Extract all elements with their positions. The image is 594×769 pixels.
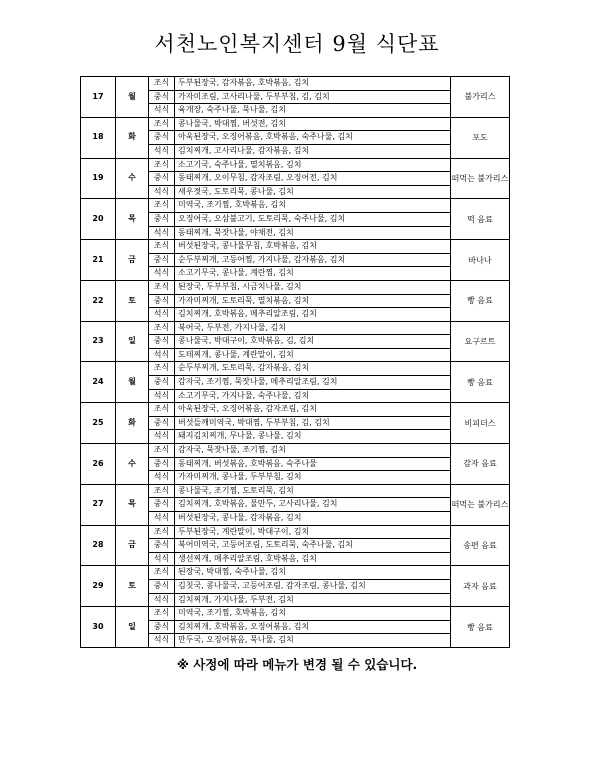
weekday: 수: [116, 444, 149, 485]
page-title: 서천노인복지센터 9월 식단표: [154, 32, 440, 56]
meal-label: 조식: [149, 403, 175, 417]
meal-items: 소고기무국, 가지나물, 숙주나물, 김치: [175, 389, 451, 403]
day-number: 19: [81, 158, 116, 199]
meal-items: 미역국, 조기찜, 호박볶음, 김치: [175, 199, 451, 213]
table-row: [81, 444, 510, 458]
day-number: 28: [81, 525, 116, 566]
meal-items: 북어국, 두부전, 가지나물, 김치: [175, 321, 451, 335]
weekday: 토: [116, 280, 149, 321]
table-row: [81, 158, 510, 172]
snack-item: 과자 음료: [451, 566, 510, 607]
meal-plan-body: [81, 77, 510, 648]
meal-items: 순두부찌개, 고등어찜, 가지나물, 감자볶음, 김치: [175, 253, 451, 267]
meal-label: 중식: [149, 416, 175, 430]
meal-label: 석식: [149, 430, 175, 444]
meal-plan-table: [80, 76, 510, 648]
meal-label: 석식: [149, 308, 175, 322]
meal-label: 석식: [149, 389, 175, 403]
meal-items: 가자미찌개, 콩나물, 두부부침, 김치: [175, 471, 451, 485]
meal-items: 콩나물국, 조기찜, 도토리묵, 김치: [175, 484, 451, 498]
meal-items: 김칫국, 콩나물국, 고등어조림, 감자조림, 콩나물, 김치: [175, 579, 451, 593]
day-number: 18: [81, 117, 116, 158]
meal-label: 석식: [149, 185, 175, 199]
meal-items: 김치찌개, 호박볶음, 메추리알조림, 김치: [175, 308, 451, 322]
weekday: 수: [116, 158, 149, 199]
weekday: 화: [116, 403, 149, 444]
meal-label: 중식: [149, 90, 175, 104]
day-number: 22: [81, 280, 116, 321]
meal-label: 중식: [149, 539, 175, 553]
meal-label: 조식: [149, 199, 175, 213]
meal-items: 생선찌개, 메추리알조림, 호박볶음, 김치: [175, 552, 451, 566]
meal-items: 감자국, 묵잣나물, 조기찜, 김치: [175, 444, 451, 458]
weekday: 금: [116, 240, 149, 281]
snack-item: 빵 음료: [451, 280, 510, 321]
meal-label: 조식: [149, 362, 175, 376]
meal-label: 중식: [149, 335, 175, 349]
snack-item: 떠먹는 불가리스: [451, 158, 510, 199]
table-row: [81, 199, 510, 213]
meal-label: 석식: [149, 512, 175, 526]
snack-item: 요구르트: [451, 321, 510, 362]
meal-label: 조식: [149, 158, 175, 172]
weekday: 토: [116, 566, 149, 607]
meal-items: 소고기무국, 콩나물, 계란찜, 김치: [175, 267, 451, 281]
snack-item: 떠먹는 불가리스: [451, 484, 510, 525]
snack-item: 빵 음료: [451, 362, 510, 403]
meal-label: 중식: [149, 294, 175, 308]
meal-items: 콩나물국, 박대구이, 호박볶음, 김, 김치: [175, 335, 451, 349]
meal-items: 된장국, 박대찜, 숙주나물, 김치: [175, 566, 451, 580]
weekday: 화: [116, 117, 149, 158]
meal-items: 버섯들깨미역국, 박대찜, 두부부침, 김, 김치: [175, 416, 451, 430]
day-number: 25: [81, 403, 116, 444]
meal-items: 된장국, 두부부침, 시금치나물, 김치: [175, 280, 451, 294]
meal-items: 김치찌개, 가지나물, 두부전, 김치: [175, 593, 451, 607]
meal-label: 석식: [149, 552, 175, 566]
day-number: 20: [81, 199, 116, 240]
snack-item: 떡 음료: [451, 199, 510, 240]
meal-items: 새우젓국, 도토리묵, 콩나물, 김치: [175, 185, 451, 199]
meal-label: 조식: [149, 484, 175, 498]
meal-label: 조식: [149, 566, 175, 580]
meal-items: 소고기국, 숙주나물, 멸치볶음, 김치: [175, 158, 451, 172]
meal-label: 조식: [149, 525, 175, 539]
meal-items: 동태찌개, 묵잣나물, 야채전, 김치: [175, 226, 451, 240]
meal-items: 동태찌개, 오이무침, 감자조림, 오징어전, 김치: [175, 172, 451, 186]
meal-label: 조식: [149, 280, 175, 294]
table-row: [81, 484, 510, 498]
snack-item: 감자 음료: [451, 444, 510, 485]
meal-items: 미역국, 조기찜, 호박볶음, 김치: [175, 607, 451, 621]
meal-label: 조식: [149, 117, 175, 131]
weekday: 월: [116, 362, 149, 403]
meal-label: 석식: [149, 471, 175, 485]
meal-items: 감자국, 조기찜, 묵잣나물, 메추리알조림, 김치: [175, 376, 451, 390]
meal-items: 콩나물국, 박대찜, 버섯전, 김치: [175, 117, 451, 131]
meal-label: 석식: [149, 267, 175, 281]
table-row: [81, 362, 510, 376]
meal-label: 석식: [149, 226, 175, 240]
meal-label: 조식: [149, 444, 175, 458]
snack-item: 포도: [451, 117, 510, 158]
table-row: [81, 280, 510, 294]
day-number: 24: [81, 362, 116, 403]
day-number: 26: [81, 444, 116, 485]
meal-label: 조식: [149, 240, 175, 254]
meal-label: 석식: [149, 144, 175, 158]
weekday: 금: [116, 525, 149, 566]
meal-label: 중식: [149, 172, 175, 186]
meal-label: 석식: [149, 593, 175, 607]
day-number: 17: [81, 77, 116, 118]
meal-items: 도테찌개, 콩나물, 계란말이, 김치: [175, 348, 451, 362]
meal-items: 버섯된장국, 콩나물, 감자볶음, 김치: [175, 512, 451, 526]
meal-label: 조식: [149, 77, 175, 91]
meal-items: 동태찌개, 버섯볶음, 호박볶음, 숙주나물: [175, 457, 451, 471]
weekday: 일: [116, 607, 149, 648]
meal-label: 중식: [149, 620, 175, 634]
meal-label: 조식: [149, 607, 175, 621]
meal-items: 오징어국, 오삼불고기, 도토리묵, 숙주나물, 김치: [175, 212, 451, 226]
table-row: [81, 240, 510, 254]
meal-items: 돼지김치찌개, 무나물, 콩나물, 김치: [175, 430, 451, 444]
meal-label: 중식: [149, 253, 175, 267]
meal-label: 중식: [149, 131, 175, 145]
table-row: [81, 566, 510, 580]
snack-item: 송편 음료: [451, 525, 510, 566]
table-row: [81, 403, 510, 417]
meal-label: 석식: [149, 634, 175, 648]
meal-label: 중식: [149, 498, 175, 512]
snack-item: 바나나: [451, 240, 510, 281]
day-number: 29: [81, 566, 116, 607]
weekday: 목: [116, 199, 149, 240]
meal-items: 순두부찌개, 도토리묵, 감자볶음, 김치: [175, 362, 451, 376]
snack-item: 빵 음료: [451, 607, 510, 648]
meal-label: 석식: [149, 348, 175, 362]
meal-items: 김치찌개, 호박볶음, 오징어볶음, 김치: [175, 620, 451, 634]
meal-items: 김치찌개, 고사리나물, 감자볶음, 김치: [175, 144, 451, 158]
day-number: 21: [81, 240, 116, 281]
meal-items: 육개장, 숙주나물, 묵나물, 김치: [175, 104, 451, 118]
notice-text: ※ 사정에 따라 메뉴가 변경 될 수 있습니다.: [176, 657, 418, 672]
meal-items: 아욱된장국, 오징어볶음, 호박볶음, 숙주나물, 김치: [175, 131, 451, 145]
weekday: 월: [116, 77, 149, 118]
meal-items: 가자미찌개, 도토리묵, 멸치볶음, 김치: [175, 294, 451, 308]
meal-items: 북어미역국, 고등어조림, 도토리묵, 숙주나물, 김치: [175, 539, 451, 553]
meal-label: 중식: [149, 457, 175, 471]
weekday: 일: [116, 321, 149, 362]
table-row: [81, 117, 510, 131]
day-number: 23: [81, 321, 116, 362]
meal-label: 중식: [149, 212, 175, 226]
meal-label: 조식: [149, 321, 175, 335]
meal-label: 석식: [149, 104, 175, 118]
meal-items: 만두국, 오징어볶음, 묵나물, 김치: [175, 634, 451, 648]
meal-items: 가자미조림, 고사리나물, 두부부침, 김, 김치: [175, 90, 451, 104]
day-number: 30: [81, 607, 116, 648]
weekday: 목: [116, 484, 149, 525]
meal-items: 버섯된장국, 콩나물무침, 호박볶음, 김치: [175, 240, 451, 254]
snack-item: 비피더스: [451, 403, 510, 444]
meal-label: 중식: [149, 376, 175, 390]
table-row: [81, 77, 510, 91]
snack-item: 불가리스: [451, 77, 510, 118]
day-number: 27: [81, 484, 116, 525]
table-row: [81, 321, 510, 335]
meal-items: 김치찌개, 호박볶음, 물만두, 고사리나물, 김치: [175, 498, 451, 512]
meal-label: 중식: [149, 579, 175, 593]
table-row: [81, 525, 510, 539]
meal-items: 아욱된장국, 오징어볶음, 감자조림, 김치: [175, 403, 451, 417]
meal-items: 두부된장국, 감자볶음, 호박볶음, 김치: [175, 77, 451, 91]
meal-items: 두부된장국, 계란말이, 박대구이, 김치: [175, 525, 451, 539]
table-row: [81, 607, 510, 621]
